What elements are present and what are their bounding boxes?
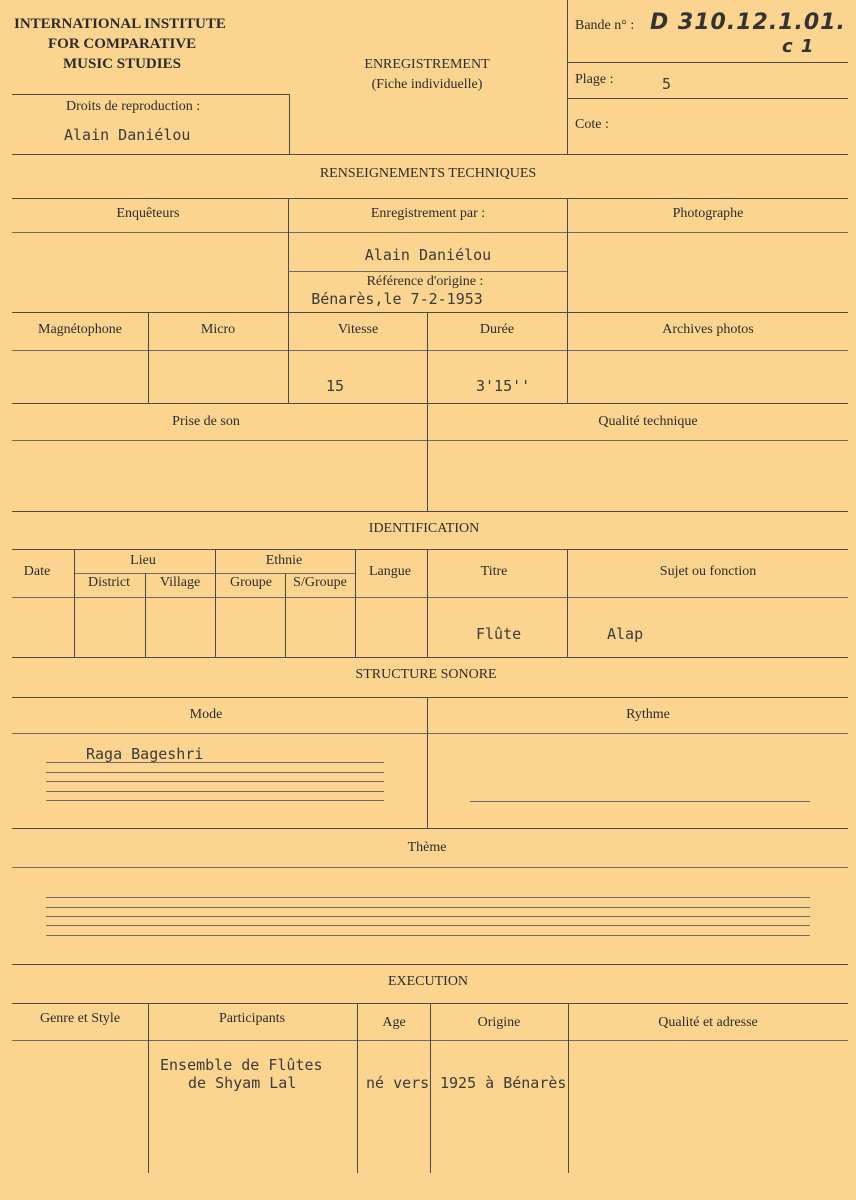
mode-label: Mode: [189, 707, 223, 722]
groupe-label: Groupe: [230, 575, 272, 590]
column-line: [427, 403, 428, 511]
band-divider-line: [567, 62, 848, 63]
rights-value: Alain Daniélou: [64, 126, 191, 144]
section-divider: [12, 511, 848, 512]
row-divider: [12, 597, 848, 598]
section-divider: [12, 198, 848, 199]
section-divider: [12, 657, 848, 658]
band-extra-handwritten: c 1: [782, 36, 815, 57]
mode-writing-line: [46, 781, 384, 782]
reference-divider: [288, 271, 567, 272]
row-divider: [12, 733, 848, 734]
age-label: Age: [382, 1015, 406, 1030]
technical-section-title: RENSEIGNEMENTS TECHNIQUES: [319, 166, 537, 181]
rights-box-top-line: [12, 94, 290, 95]
ethnie-label: Ethnie: [265, 553, 303, 568]
mode-writing-line: [46, 762, 384, 763]
magnetophone-label: Magnétophone: [38, 322, 122, 337]
origine-value: 1925 à Bénarès: [440, 1074, 567, 1092]
column-line: [567, 549, 568, 657]
plage-divider-line: [567, 98, 848, 99]
origine-label: Origine: [477, 1015, 521, 1030]
section-divider: [12, 964, 848, 965]
participants-label: Participants: [218, 1011, 286, 1026]
column-line: [430, 1003, 431, 1173]
institute-name-line3: MUSIC STUDIES: [63, 56, 181, 72]
duree-value: 3'15'': [476, 377, 531, 395]
theme-label: Thème: [407, 840, 447, 855]
column-line: [288, 198, 289, 312]
column-line: [285, 573, 286, 657]
mode-writing-line: [46, 800, 384, 801]
prise-de-son-label: Prise de son: [172, 414, 240, 429]
sujet-value: Alap: [607, 625, 644, 643]
column-line: [427, 312, 428, 403]
qualite-technique-label: Qualité technique: [598, 414, 698, 429]
reference-value: Bénarès,le 7-2-1953: [311, 290, 483, 308]
genre-style-label: Genre et Style: [39, 1011, 121, 1026]
reference-label: Référence d'origine :: [366, 274, 484, 289]
date-label: Date: [23, 564, 51, 579]
column-line: [567, 198, 568, 312]
mode-writing-line: [46, 772, 384, 773]
band-box-left-line: [567, 0, 568, 154]
plage-value: 5: [662, 75, 672, 93]
micro-label: Micro: [200, 322, 236, 337]
sujet-label: Sujet ou fonction: [659, 564, 757, 579]
form-title: ENREGISTREMENT: [364, 57, 490, 72]
execution-section-title: EXECUTION: [387, 974, 469, 989]
band-number-handwritten: D 310.12.1.01.: [650, 10, 846, 35]
column-line: [568, 1003, 569, 1173]
column-line: [148, 1003, 149, 1173]
form-subtitle: (Fiche individuelle): [371, 77, 483, 92]
age-value: né vers: [366, 1074, 430, 1092]
institute-name-line1: INTERNATIONAL INSTITUTE: [14, 16, 226, 32]
village-label: Village: [159, 575, 201, 590]
rythme-writing-line: [470, 801, 810, 802]
column-line: [567, 312, 568, 403]
row-divider: [12, 350, 848, 351]
vitesse-label: Vitesse: [337, 322, 379, 337]
row-divider: [12, 867, 848, 868]
column-line: [357, 1003, 358, 1173]
row-divider: [12, 232, 848, 233]
institute-name-line2: FOR COMPARATIVE: [48, 36, 197, 52]
section-divider: [12, 154, 848, 155]
sgroupe-label: S/Groupe: [293, 575, 347, 590]
theme-writing-line: [46, 935, 810, 936]
mode-value: Raga Bageshri: [86, 745, 204, 763]
column-line: [427, 549, 428, 657]
district-label: District: [88, 575, 130, 590]
titre-label: Titre: [480, 564, 508, 579]
theme-writing-line: [46, 907, 810, 908]
column-line: [288, 312, 289, 403]
participants-value-line1: Ensemble de Flûtes: [160, 1056, 323, 1074]
theme-writing-line: [46, 916, 810, 917]
theme-writing-line: [46, 897, 810, 898]
column-line: [427, 697, 428, 828]
rights-box-right-line: [289, 94, 290, 154]
rights-label: Droits de reproduction :: [66, 99, 201, 114]
participants-value-line2: de Shyam Lal: [188, 1074, 297, 1092]
qualite-adresse-label: Qualité et adresse: [658, 1015, 758, 1030]
identification-section-title: IDENTIFICATION: [368, 521, 480, 536]
column-line: [355, 549, 356, 657]
duree-label: Durée: [479, 322, 515, 337]
section-divider: [12, 403, 848, 404]
photographe-label: Photographe: [672, 206, 744, 221]
column-line: [215, 549, 216, 657]
enregistrement-value: Alain Daniélou: [364, 246, 492, 264]
band-label: Bande n° :: [575, 18, 635, 33]
column-line: [145, 573, 146, 657]
row-divider: [12, 440, 848, 441]
enqueteurs-label: Enquêteurs: [116, 206, 180, 221]
column-line: [74, 549, 75, 657]
structure-section-title: STRUCTURE SONORE: [355, 667, 497, 682]
archives-photos-label: Archives photos: [662, 322, 754, 337]
lieu-label: Lieu: [130, 553, 156, 568]
vitesse-value: 15: [326, 377, 345, 395]
langue-label: Langue: [369, 564, 411, 579]
theme-writing-line: [46, 925, 810, 926]
cote-label: Cote :: [575, 117, 609, 132]
section-divider: [12, 828, 848, 829]
mode-writing-line: [46, 791, 384, 792]
column-line: [148, 312, 149, 403]
rythme-label: Rythme: [626, 707, 670, 722]
plage-label: Plage :: [575, 72, 614, 87]
titre-value: Flûte: [476, 625, 522, 643]
section-divider: [12, 549, 848, 550]
enregistrement-label: Enregistrement par :: [370, 206, 486, 221]
section-divider: [12, 312, 848, 313]
section-divider: [12, 697, 848, 698]
